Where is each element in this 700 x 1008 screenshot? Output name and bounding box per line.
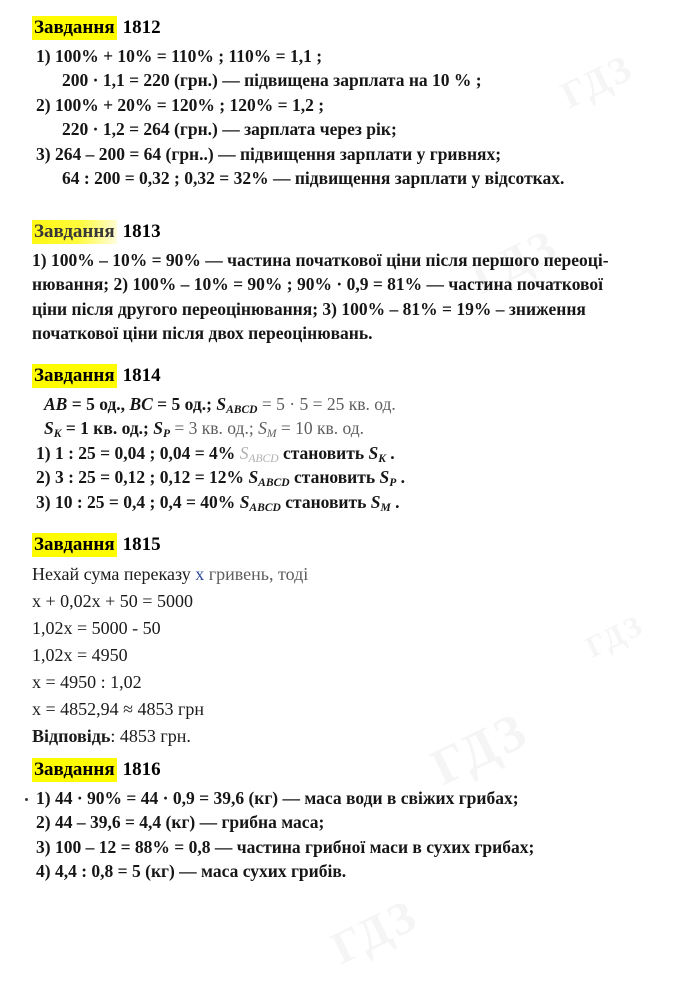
solution-line: початкової ціни після двох переоцінювань. bbox=[32, 323, 373, 344]
task-section-1815 bbox=[0, 535, 700, 750]
solution-line: 220 · 1,2 = 264 (грн.) — зарплата через рік; bbox=[62, 119, 397, 140]
answer-label: Відповідь bbox=[32, 725, 111, 746]
solution-line: 1) 44 · 90% = 44 · 0,9 = 39,6 (кг) — маса води в свіжих грибах; bbox=[36, 787, 519, 808]
solution-line: x = 4950 : 1,02 bbox=[32, 671, 142, 692]
solution-line: 1) 1 : 25 = 0,04 ; 0,04 = 4% $S_{ABCD}$ становить $S_K$ . bbox=[36, 442, 395, 466]
task-body-1813 bbox=[0, 248, 700, 346]
task-body-1816 bbox=[0, 786, 700, 884]
watermark-text: ГДЗ bbox=[554, 46, 640, 118]
task-heading-1813 bbox=[32, 222, 700, 243]
task-number: 1814 bbox=[122, 365, 161, 386]
solution-line: 3) 264 – 200 = 64 (грн..) — підвищення зарплати у гривнях; bbox=[36, 143, 502, 164]
task-section-1813 bbox=[0, 222, 700, 346]
task-body-1814 bbox=[0, 392, 700, 515]
task-keyword: Завдання bbox=[34, 759, 115, 780]
solution-line: ціни після другого переоцінювання; 3) 100% – 81% = 19% – зниження bbox=[32, 298, 586, 319]
solution-line: x + 0,02x + 50 = 5000 bbox=[32, 590, 193, 611]
task-body-1815 bbox=[0, 561, 700, 750]
task-keyword: Завдання bbox=[34, 365, 115, 386]
task-section-1816 bbox=[0, 760, 700, 884]
task-number: 1812 bbox=[122, 17, 161, 38]
solution-line: 3) 10 : 25 = 0,4 ; 0,4 = 40% $S_{ABCD}$ становить $S_M$ . bbox=[36, 491, 400, 515]
watermark-text: ГДЗ bbox=[422, 702, 537, 797]
task-heading-1812 bbox=[32, 18, 700, 39]
task-heading-1814 bbox=[32, 366, 700, 387]
solution-line: 2) 100% + 20% = 120% ; 120% = 1,2 ; bbox=[36, 94, 325, 115]
solution-line: Нехай сума переказу x гривень, тоді bbox=[32, 563, 309, 584]
watermark-text: ГДЗ bbox=[323, 889, 426, 974]
task-heading-1816 bbox=[32, 760, 700, 781]
task-section-1812 bbox=[0, 18, 700, 191]
variable-x: x bbox=[195, 563, 205, 584]
task-keyword: Завдання bbox=[34, 17, 115, 38]
watermark-text: ГДЗ bbox=[580, 608, 649, 665]
solution-line: 1) 100% + 10% = 110% ; 110% = 1,1 ; bbox=[36, 45, 323, 66]
solution-paragraph bbox=[32, 248, 670, 346]
watermark-text: ГДЗ bbox=[463, 219, 566, 304]
task-keyword: Завдання bbox=[34, 534, 115, 555]
task-number: 1813 bbox=[122, 221, 161, 242]
task-keyword: Завдання bbox=[34, 221, 115, 242]
solution-line: 1,02x = 5000 - 50 bbox=[32, 617, 161, 638]
solution-line: 4) 4,4 : 0,8 = 5 (кг) — маса сухих грибів. bbox=[36, 861, 347, 882]
solution-line: 1,02x = 4950 bbox=[32, 644, 128, 665]
task-heading-1815 bbox=[32, 535, 700, 556]
answer-line bbox=[32, 723, 700, 750]
solution-line: $S_K = 1$ кв. од.; $S_P = 3$ кв. од.; $S_M = 10$ кв. од. bbox=[44, 418, 364, 441]
task-number: 1816 bbox=[122, 759, 161, 780]
solution-line: 200 · 1,1 = 220 (грн.) — підвищена зарплата на 10 % ; bbox=[62, 70, 482, 91]
solution-line: AB = 5 од., BC = 5 од.; $S_{ABCD} = 5 \cdot 5 = 25$ кв. од. bbox=[44, 393, 396, 417]
solution-line: 64 : 200 = 0,32 ; 0,32 = 32% — підвищення зарплати у відсотках. bbox=[62, 168, 565, 189]
solution-line: x = 4852,94 ≈ 4853 грн bbox=[32, 698, 205, 719]
solution-line: 2) 3 : 25 = 0,12 ; 0,12 = 12% $S_{ABCD}$ становить $S_P$ . bbox=[36, 467, 406, 490]
task-section-1814 bbox=[0, 366, 700, 514]
task-number: 1815 bbox=[122, 534, 161, 555]
answer-value: : 4853 грн. bbox=[110, 725, 191, 746]
solution-line: 3) 100 – 12 = 88% = 0,8 — частина грибної маси в сухих грибах; bbox=[36, 836, 535, 857]
scan-speck bbox=[25, 798, 28, 801]
solution-line: 1) 100% – 10% = 90% — частина початкової ціни після першого переоці- bbox=[32, 249, 609, 270]
task-body-1812 bbox=[0, 44, 700, 191]
solution-line: нювання; 2) 100% – 10% = 90% ; 90% · 0,9 = 81% — частина початкової bbox=[32, 274, 603, 295]
solution-line: 2) 44 – 39,6 = 4,4 (кг) — грибна маса; bbox=[36, 812, 325, 833]
